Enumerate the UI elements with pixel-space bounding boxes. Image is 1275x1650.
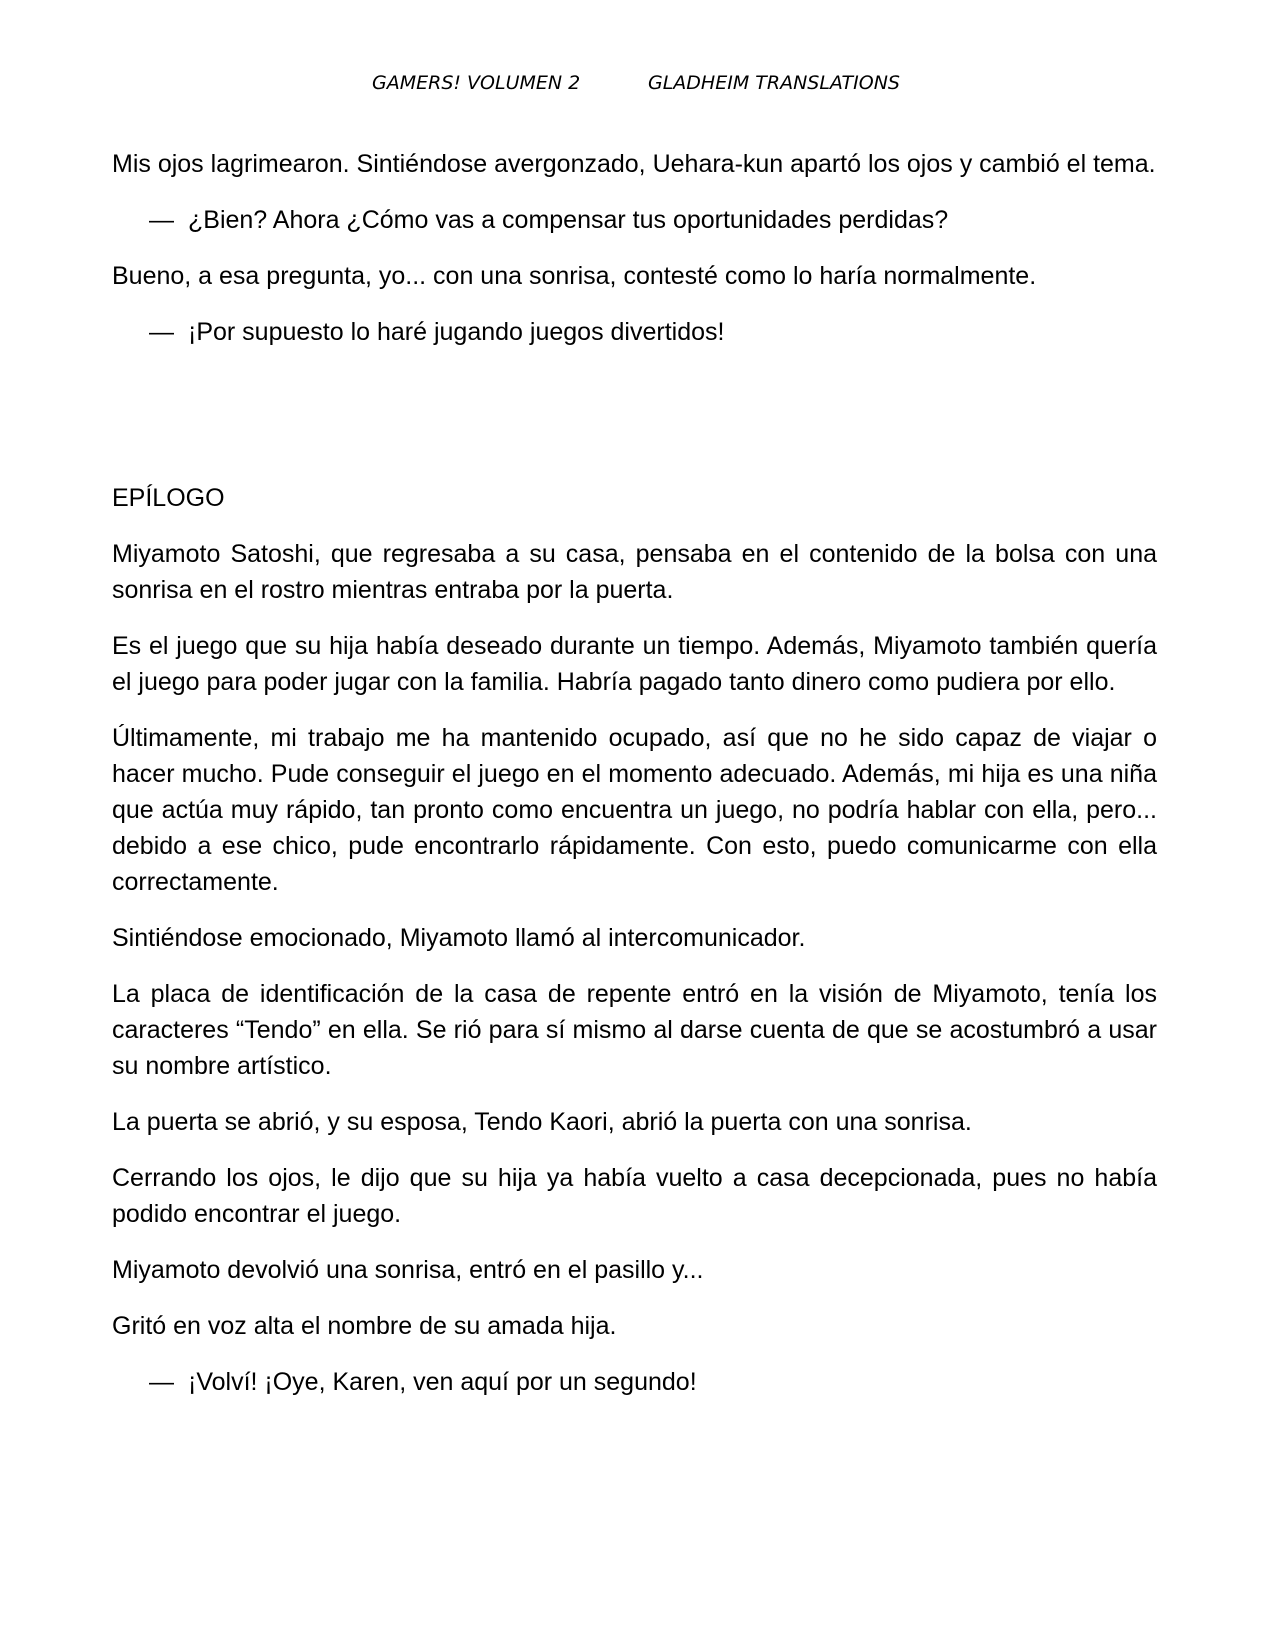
paragraph-3: Miyamoto Satoshi, que regresaba a su casa, pensaba en el contenido de la bolsa con una sonrisa en el rostro mientras entraba por la puerta. — [112, 540, 1157, 604]
dialogue-text: ¡Volví! ¡Oye, Karen, ven aquí por un segundo! — [188, 1368, 697, 1396]
dialogue-dash: — — [149, 206, 174, 234]
paragraph-1: Mis ojos lagrimearon. Sintiéndose avergonzado, Uehara-kun apartó los ojos y cambió el tema. — [112, 150, 1156, 178]
page-header — [0, 72, 1275, 100]
paragraph-8: La puerta se abrió, y su esposa, Tendo Kaori, abrió la puerta con una sonrisa. — [112, 1108, 972, 1136]
dialogue-dash: — — [149, 1368, 174, 1396]
paragraph-10: Miyamoto devolvió una sonrisa, entró en el pasillo y... — [112, 1256, 704, 1284]
paragraph-5: Últimamente, mi trabajo me ha mantenido ocupado, así que no he sido capaz de viajar o hacer mucho. Pude conseguir el juego en el momento adecuado. Además, mi hija es una niña que actúa muy rápido, tan pronto como encuentra un juego, no podría hablar con ella, pero... debido a ese chico, pude encontrarlo rápidamente. Con esto, puedo comunicarme con ella correctamente. — [112, 724, 1157, 896]
dialogue-text: ¿Bien? Ahora ¿Cómo vas a compensar tus oportunidades perdidas? — [188, 206, 949, 234]
dialogue-dash: — — [149, 318, 174, 346]
dialogue-text: ¡Por supuesto lo haré jugando juegos divertidos! — [188, 318, 725, 346]
paragraph-7: La placa de identificación de la casa de repente entró en la visión de Miyamoto, tenía los caracteres “Tendo” en ella. Se rió para sí mismo al darse cuenta de que se acostumbró a usar su nombre artístico. — [112, 980, 1157, 1080]
paragraph-6: Sintiéndose emocionado, Miyamoto llamó al intercomunicador. — [112, 924, 806, 952]
dialogue-2 — [112, 314, 1157, 350]
paragraph-11: Gritó en voz alta el nombre de su amada hija. — [112, 1312, 617, 1340]
header-translator: GLADHEIM TRANSLATIONS — [648, 72, 900, 94]
section-heading: EPÍLOGO — [112, 484, 225, 512]
paragraph-2: Bueno, a esa pregunta, yo... con una sonrisa, contesté como lo haría normalmente. — [112, 262, 1037, 290]
dialogue-1 — [112, 202, 1157, 238]
paragraph-9: Cerrando los ojos, le dijo que su hija ya había vuelto a casa decepcionada, pues no había podido encontrar el juego. — [112, 1164, 1157, 1228]
page-content — [112, 146, 1157, 1420]
dialogue-3 — [112, 1364, 1157, 1400]
header-book-title: GAMERS! VOLUMEN 2 — [372, 72, 581, 94]
paragraph-4: Es el juego que su hija había deseado durante un tiempo. Además, Miyamoto también quería el juego para poder jugar con la familia. Habría pagado tanto dinero como pudiera por ello. — [112, 632, 1157, 696]
section-spacer — [112, 370, 1157, 480]
